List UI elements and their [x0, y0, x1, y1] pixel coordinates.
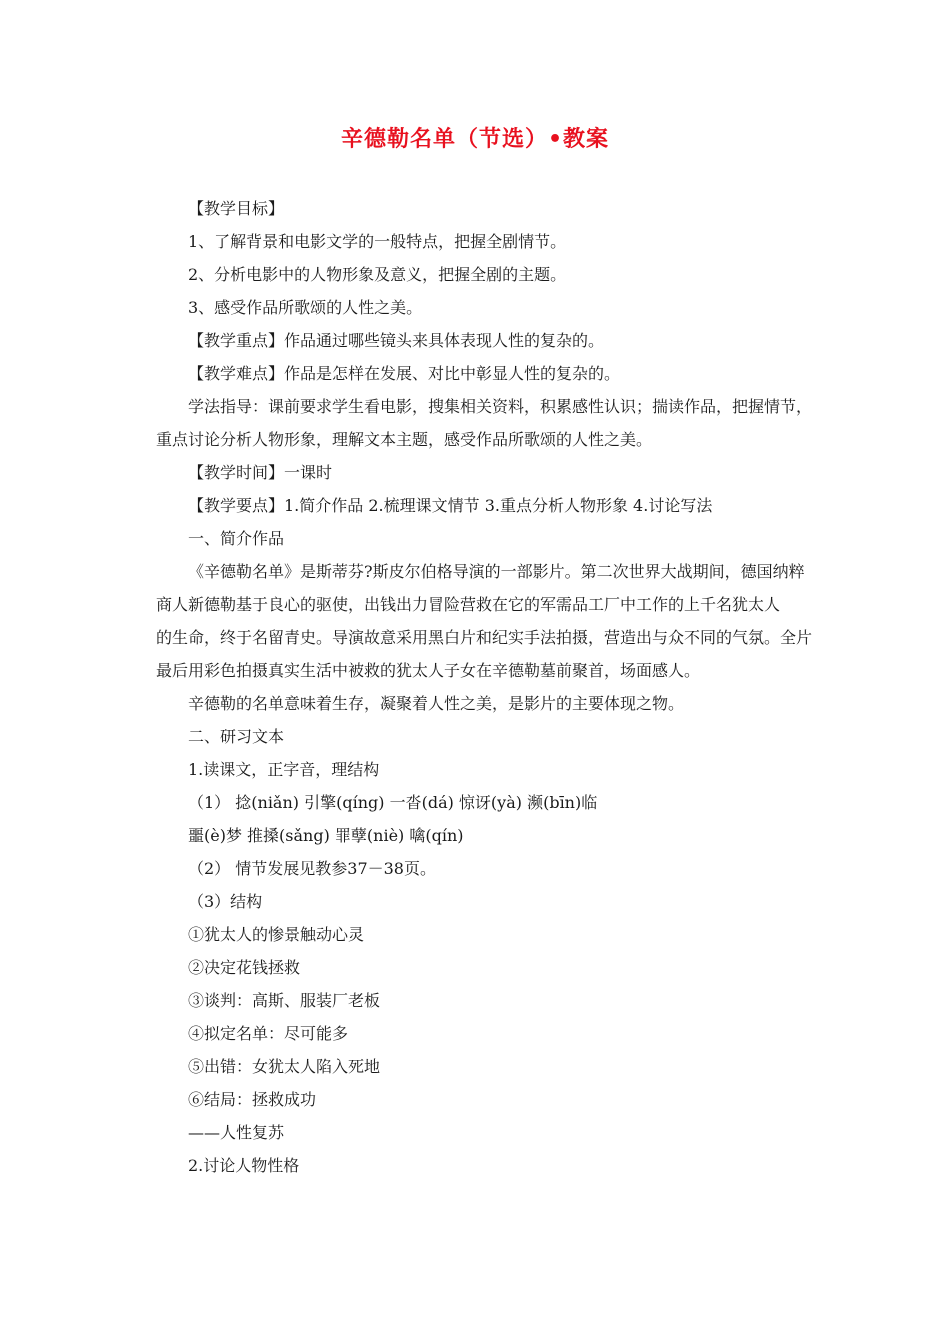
subsection-heading: 2.讨论人物性格 — [188, 1156, 300, 1175]
key-point: 【教学重点】作品通过哪些镜头来具体表现人性的复杂的。 — [188, 331, 605, 350]
pinyin-line: 噩(è)梦 推搡(sǎng) 罪孽(niè) 噙(qín) — [188, 826, 464, 845]
intro-line: 的生命，终于名留青史。导演故意采用黑白片和纪实手法拍摄，营造出与众不同的气氛。全片 — [156, 628, 813, 647]
method-line: 学法指导：课前要求学生看电影，搜集相关资料，积累感性认识；揣读作品，把握情节， — [188, 397, 813, 416]
structure-item: ④拟定名单：尽可能多 — [188, 1024, 349, 1043]
document-body — [156, 192, 813, 1182]
structure-item: ⑥结局：拯救成功 — [188, 1090, 317, 1109]
method-line: 重点讨论分析人物形象，理解文本主题，感受作品所歌颂的人性之美。 — [156, 430, 653, 449]
goal-item: 1、了解背景和电影文学的一般特点，把握全剧情节。 — [188, 232, 567, 251]
pinyin-line: （1） 捻(niǎn) 引擎(qíng) 一沓(dá) 惊讶(yà) 濒(bīn)临 — [188, 793, 598, 812]
intro-line: 《辛德勒名单》是斯蒂芬?斯皮尔伯格导演的一部影片。第二次世界大战期间，德国纳粹 — [188, 562, 805, 581]
list-meaning: 辛德勒的名单意味着生存，凝聚着人性之美，是影片的主要体现之物。 — [188, 694, 685, 713]
difficulty: 【教学难点】作品是怎样在发展、对比中彰显人性的复杂的。 — [188, 364, 621, 383]
structure-item: ③谈判：高斯、服装厂老板 — [188, 991, 381, 1010]
document-title: 辛德勒名单（节选）•教案 — [340, 127, 610, 152]
goal-item: 3、感受作品所歌颂的人性之美。 — [188, 298, 423, 317]
goal-item: 2、分析电影中的人物形象及意义，把握全剧的主题。 — [188, 265, 567, 284]
structure-item: ①犹太人的惨景触动心灵 — [188, 925, 365, 944]
teaching-time: 【教学时间】一课时 — [188, 463, 333, 482]
intro-line: 商人新德勒基于良心的驱使，出钱出力冒险营救在它的军需品工厂中工作的上千名犹太人 — [156, 595, 781, 614]
structure-heading: （3）结构 — [188, 892, 263, 911]
structure-summary: ——人性复苏 — [188, 1123, 285, 1142]
structure-item: ⑤出错：女犹太人陷入死地 — [188, 1057, 381, 1076]
teaching-steps: 【教学要点】1.简介作品 2.梳理课文情节 3.重点分析人物形象 4.讨论写法 — [188, 496, 713, 515]
section-heading: 二、研习文本 — [188, 727, 285, 746]
goals-heading: 【教学目标】 — [188, 199, 285, 218]
subsection-heading: 1.读课文，正字音，理结构 — [188, 760, 380, 779]
intro-line: 最后用彩色拍摄真实生活中被救的犹太人子女在辛德勒墓前聚首，场面感人。 — [156, 661, 701, 680]
structure-item: ②决定花钱拯救 — [188, 958, 301, 977]
section-heading: 一、简介作品 — [188, 529, 285, 548]
plot-line: （2） 情节发展见教参37－38页。 — [188, 859, 436, 878]
